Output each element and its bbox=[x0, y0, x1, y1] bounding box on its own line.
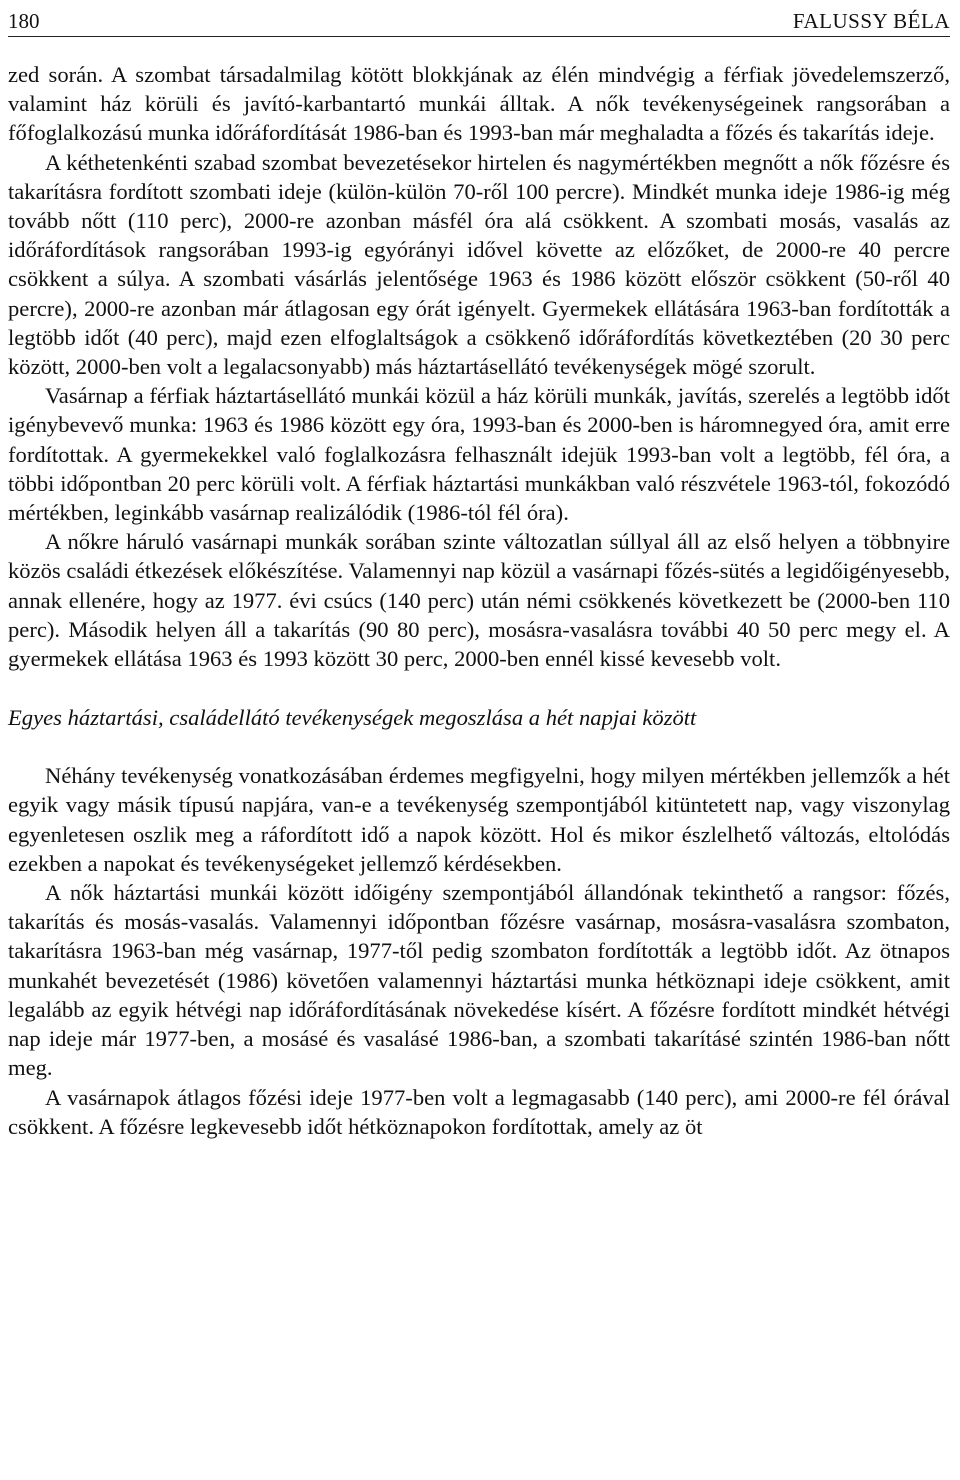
section-subheading: Egyes háztartási, családellátó tevékenységek megoszlása a hét napjai között bbox=[8, 705, 697, 731]
paragraph: A kéthetenkénti szabad szombat bevezetésekor hirtelen és nagymértékben megnőtt a nők főzésre és takarításra fordított szombati ideje (külön-külön 70-ről 100 percre). Mindkét munka ideje 1986-ig még tovább nőtt (110 perc), 2000-re azonban másfél óra alá csökkent. A szombati mosás, vasalás az időráfordítások rangsorában 1993-ig egyórányi idővel követte az előzőket, de 2000-re 40 percre csökkent a súlya. A szombati vásárlás jelentősége 1963 és 1986 között először csökkent (50-ről 40 percre), 2000-re azonban már átlagosan egy órát igényelt. Gyermekek ellátására 1963-ban fordították a legtöbb időt (40 perc), majd ezen elfoglaltságok a csökkenő időráfordítás következtében (20 30 perc között, 2000-ben volt a legalacsonyabb) más háztartásellátó tevékenységek mögé szorult. bbox=[8, 149, 950, 380]
paragraph: Vasárnap a férfiak háztartásellátó munkái közül a ház körüli munkák, javítás, szerelés a legtöbb időt igénybevevő munka: 1963 és 1986 között egy óra, 1993-ban és 2000-ben is háromnegyed óra, amit erre fordítottak. A gyermekekkel való foglalkozásra felhasznált idejük 1993-ban volt a legtöbb, fél óra, a többi időpontban 20 perc körüli volt. A férfiak háztartási munkákban való részvétele 1963-tól, fokozódó mértékben, leginkább vasárnap realizálódik (1986-tól fél óra). bbox=[8, 383, 950, 526]
running-header bbox=[8, 6, 950, 37]
paragraph: zed során. A szombat társadalmilag kötött blokkjának az élén mindvégig a férfiak jövedelemszerző, valamint ház körüli és javító-karbantartó munkái álltak. A nők tevékenységeinek rangsorában a főfoglalkozású munka időráfordítását 1986-ban és 1993-ban már meghaladta a főzés és takarítás ideje. bbox=[8, 62, 950, 146]
paragraph: A nőkre háruló vasárnapi munkák sorában szinte változatlan súllyal áll az első helyen a többnyire közös családi étkezések előkészítése. Valamennyi nap közül a vasárnapi főzés-sütés a legidőigényesebb, annak ellenére, hogy az 1977. évi csúcs (140 perc) után némi csökkenés következett be (2000-ben 110 perc). Második helyen áll a takarítás (90 80 perc), mosásra-vasalásra további 40 50 perc megy el. A gyermekek ellátása 1963 és 1993 között 30 perc, 2000-ben ennél kissé kevesebb volt. bbox=[8, 529, 950, 672]
paragraph: A nők háztartási munkái között időigény szempontjából állandónak tekinthető a rangsor: főzés, takarítás és mosás-vasalás. Valamennyi időpontban főzésre vasárnap, mosásra-vasalásra szombaton, takarításra 1963-ban még vasárnap, 1977-től pedig szombaton fordították a legtöbb időt. Az ötnapos munkahét bevezetését (1986) követően valamennyi háztartási munka hétköznapi ideje csökkent, amit legalább az egyik hétvégi nap időráfordításának növekedése kísért. A főzésre fordított mindkét hétvégi nap ideje már 1977-ben, a mosásé és vasalásé 1986-ban, a szombati takarításé szintén 1986-ban nőtt meg. bbox=[8, 880, 950, 1081]
page-body bbox=[8, 60, 950, 1141]
paragraph: Néhány tevékenység vonatkozásában érdemes megfigyelni, hogy milyen mértékben jellemzők a hét egyik vagy másik típusú napjára, van-e a tevékenység szempontjából kitüntetett nap, vagy viszonylag egyenletesen oszlik meg a ráfordított idő a napok között. Hol és mikor észlelhető változás, eltolódás ezekben a napokat és tevékenységeket jellemző kérdésekben. bbox=[8, 763, 950, 876]
running-title: FALUSSY BÉLA bbox=[792, 9, 950, 33]
page-number: 180 bbox=[8, 9, 40, 33]
paragraph: A vasárnapok átlagos főzési ideje 1977-ben volt a legmagasabb (140 perc), ami 2000-re fél órával csökkent. A főzésre legkevesebb időt hétköznapokon fordítottak, amely az öt bbox=[8, 1084, 950, 1139]
